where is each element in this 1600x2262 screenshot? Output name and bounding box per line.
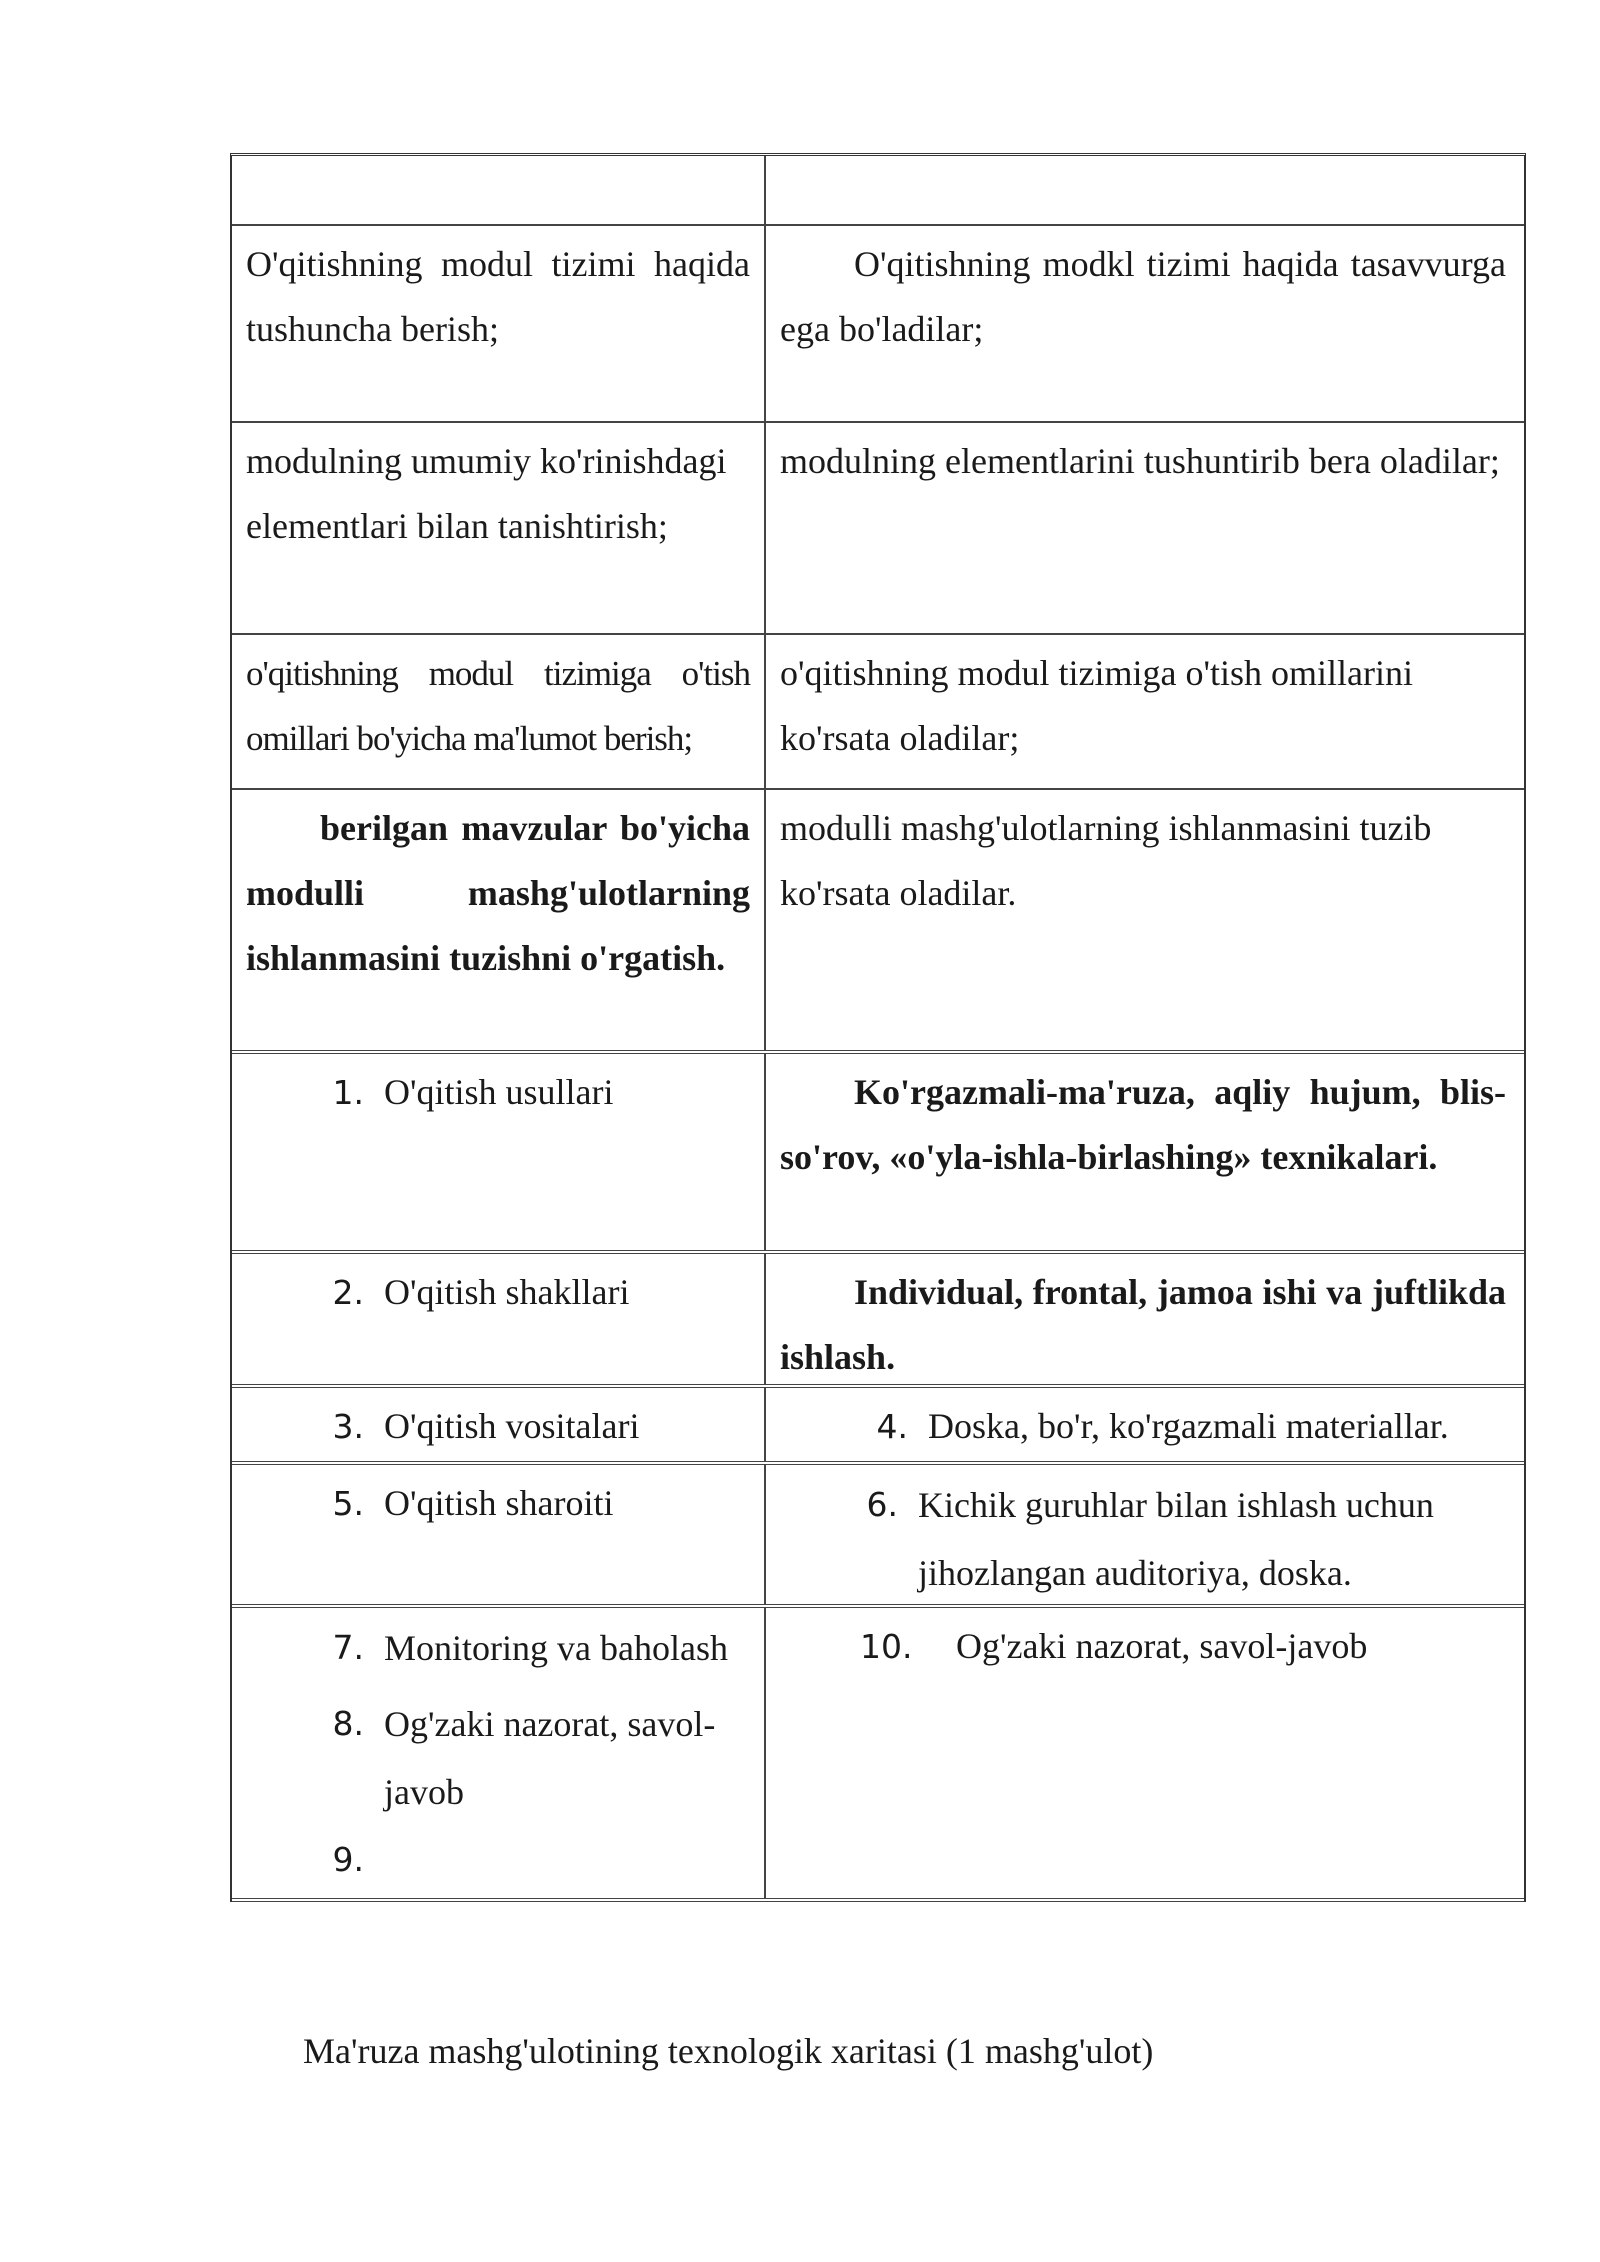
list-item xyxy=(316,1394,750,1459)
table-cell: o'qitishning modul tizimiga o'tish omillarini ko'rsata oladilar; xyxy=(780,653,1413,758)
list-item xyxy=(316,1690,750,1826)
item-value: Kichik guruhlar bilan ishlash uchun jihozlangan auditoriya, doska. xyxy=(918,1485,1434,1593)
table-row xyxy=(232,1388,1524,1465)
table-cell xyxy=(766,1465,1520,1604)
table-row xyxy=(232,1465,1524,1608)
item-value: Og'zaki nazorat, savol-javob xyxy=(956,1626,1368,1666)
list-number: 5. xyxy=(332,1484,364,1523)
list-item xyxy=(316,1060,750,1125)
item-label: O'qitish usullari xyxy=(384,1072,614,1112)
item-label: Monitoring va baholash xyxy=(384,1628,728,1668)
table-cell: modulning umumiy ko'rinishdagi elementlari bilan tanishtirish; xyxy=(232,423,766,633)
item-value: Doska, bo'r, ko'rgazmali materiallar. xyxy=(928,1406,1449,1446)
table-row xyxy=(232,1254,1524,1388)
table-cell xyxy=(766,1608,1520,1898)
table-cell xyxy=(232,1465,766,1604)
list-number: 4. xyxy=(876,1407,908,1446)
item-value: Individual, frontal, jamoa ishi va juftlikda ishlash. xyxy=(780,1272,1506,1377)
table-row xyxy=(232,226,1524,423)
list-number: 10. xyxy=(860,1627,913,1666)
table-row xyxy=(232,635,1524,790)
table-cell xyxy=(232,156,766,224)
list-number: 8. xyxy=(332,1704,364,1743)
item-label: Og'zaki nazorat, savol-javob xyxy=(384,1704,716,1812)
list-number: 1. xyxy=(332,1073,364,1112)
table-row xyxy=(232,1054,1524,1254)
table-cell: o'qitishning modul tizimiga o'tish omillari bo'yicha ma'lumot berish; xyxy=(232,635,766,788)
section-caption: Ma'ruza mashg'ulotining texnologik xaritasi (1 mashg'ulot) xyxy=(303,2031,1154,2071)
table-row xyxy=(232,790,1524,1054)
table-row xyxy=(232,423,1524,635)
list-number: 9. xyxy=(332,1840,364,1879)
table-cell xyxy=(232,1608,766,1898)
table-cell xyxy=(232,1254,766,1384)
table-cell: modulli mashg'ulotlarning ishlanmasini tuzib ko'rsata oladilar. xyxy=(780,808,1432,913)
item-label: O'qitish vositalari xyxy=(384,1406,640,1446)
list-item xyxy=(316,1471,750,1536)
item-label: O'qitish sharoiti xyxy=(384,1483,614,1523)
list-item xyxy=(860,1394,1506,1459)
objectives-table xyxy=(230,153,1526,1902)
list-number: 3. xyxy=(332,1407,364,1446)
list-item xyxy=(316,1826,750,1894)
list-item xyxy=(316,1614,750,1682)
list-number: 6. xyxy=(866,1485,898,1524)
table-cell: berilgan mavzular bo'yicha modulli mashg'ulotlarning ishlanmasini tuzishni o'rgatish. xyxy=(232,790,766,1050)
item-label: O'qitish shakllari xyxy=(384,1272,630,1312)
table-cell: modulning elementlarini tushuntirib bera oladilar; xyxy=(780,441,1500,481)
table-cell: O'qitishning modul tizimi haqida tushuncha berish; xyxy=(232,226,766,421)
table-cell: O'qitishning modkl tizimi haqida tasavvurga ega bo'ladilar; xyxy=(780,244,1506,349)
table-cell xyxy=(232,1054,766,1250)
item-value: Ko'rgazmali-ma'ruza, aqliy hujum, blis-so'rov, «o'yla-ishla-birlashing» texnikalari. xyxy=(780,1072,1506,1177)
table-cell xyxy=(766,1388,1520,1461)
list-item xyxy=(860,1471,1506,1607)
table-row xyxy=(232,1608,1524,1902)
table-cell xyxy=(232,1388,766,1461)
list-item xyxy=(316,1260,750,1325)
table-cell xyxy=(766,156,1520,224)
list-number: 2. xyxy=(332,1273,364,1312)
table-row xyxy=(232,156,1524,226)
list-number: 7. xyxy=(332,1628,364,1667)
list-item xyxy=(860,1614,1506,1679)
